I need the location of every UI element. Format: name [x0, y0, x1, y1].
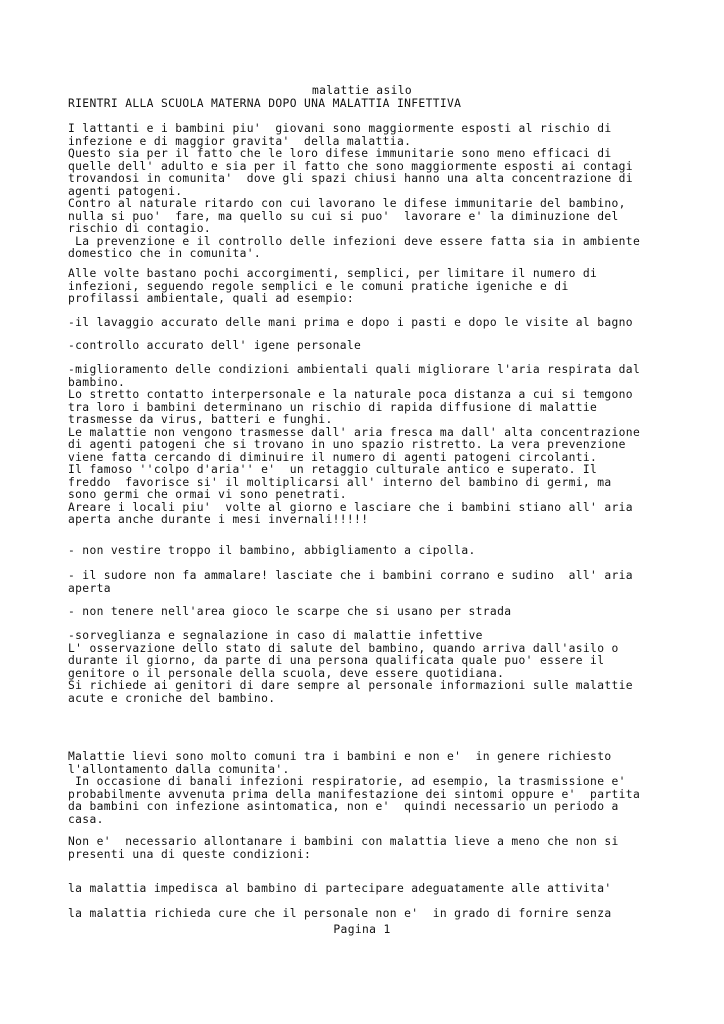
paragraph-accorgimenti: Alle volte bastano pochi accorgimenti, semplici, per limitare il numero di infezioni, seguendo regole semplici e le comuni pratiche igeniche e di profilassi ambientale, quali ad esempio:	[68, 267, 598, 305]
list-item-cure: la malattia richieda cure che il personale non e' in grado di fornire senza	[68, 907, 612, 920]
list-item-attivita: la malattia impedisca al bambino di partecipare adeguatamente alle attivita'	[68, 882, 612, 895]
list-item-scarpe: - non tenere nell'area gioco le scarpe che si usano per strada	[68, 605, 512, 618]
paragraph-condizioni-ambientali: -miglioramento delle condizioni ambientali quali migliorare l'aria respirata dal bambino. Lo stretto contatto interpersonale e la naturale poca distanza a cui si temgono tra loro i bambini determinano un rischio di rapida diffusione di malattie trasmesse da virus, batteri e funghi. Le malattie non vengono trasmesse dall' aria fresca ma dall' alta concentrazione di agenti patogeni che si trovano in uno spazio ristretto. La vera prevenzione viene fatta cercando di diminuire il numero di agenti patogeni circolanti. Il famoso ''colpo d'aria'' e' un retaggio culturale antico e superato. Il freddo favorisce si' il moltiplicarsi all' interno del bambino di germi, ma sono germi che ormai vi sono penetrati. Areare i locali piu' volte al giorno e lasciare che i bambini stiano all' aria aperta anche durante i mesi invernali!!!!!	[68, 363, 641, 526]
paragraph-intro: I lattanti e i bambini piu' giovani sono maggiormente esposti al rischio di infezione e di maggior gravita' della malattia. Questo sia per il fatto che le loro difese immunitarie sono meno efficaci di quelle dell' adulto e sia per il fatto che sono maggiormente esposti ai contagi trovandosi in comunita' dove gli spazi chiusi hanno una alta concentrazione di agenti patogeni. Contro al naturale ritardo con cui lavorano le difese immunitarie del bambino, nulla si puo' fare, ma quello su cui si puo' lavorare e' la diminuzione del rischio di contagio. La prevenzione e il controllo delle infezioni deve essere fatta sia in ambiente domestico che in comunita'.	[68, 122, 641, 260]
paragraph-malattie-lievi: Malattie lievi sono molto comuni tra i bambini e non e' in genere richiesto l'allontamento dalla comunita'. In occasione di banali infezioni respiratorie, ad esempio, la trasmissione e' probabilmente avvenuta prima della manifestazione dei sintomi oppure e' partita da bambini con infezione asintomatica, non e' quindi necessario un periodo a casa.	[68, 750, 641, 826]
document-title: malattie asilo	[311, 84, 413, 97]
document-subtitle: RIENTRI ALLA SCUOLA MATERNA DOPO UNA MALATTIA INFETTIVA	[68, 97, 462, 110]
list-item-vestire: - non vestire troppo il bambino, abbigliamento a cipolla.	[68, 544, 476, 557]
list-item-lavaggio: -il lavaggio accurato delle mani prima e dopo i pasti e dopo le visite al bagno	[68, 316, 633, 329]
list-item-igene: -controllo accurato dell' igene personale	[68, 339, 362, 352]
page-number: Pagina 1	[333, 923, 391, 936]
list-item-sudore: - il sudore non fa ammalare! lasciate che i bambini corrano e sudino all' aria aperta	[68, 569, 633, 595]
paragraph-sorveglianza: -sorveglianza e segnalazione in caso di malattie infettive L' osservazione dello stato di salute del bambino, quando arriva dall'asilo o durante il giorno, da parte di una persona qualificata quale puo' essere il genitore o il personale della scuola, deve essere quotidiana. Si richiede ai genitori di dare sempre al personale informazioni sulle malattie acute e croniche del bambino.	[68, 629, 633, 705]
paragraph-non-necessario: Non e' necessario allontanare i bambini con malattia lieve a meno che non si presenti una di queste condizioni:	[68, 835, 619, 861]
